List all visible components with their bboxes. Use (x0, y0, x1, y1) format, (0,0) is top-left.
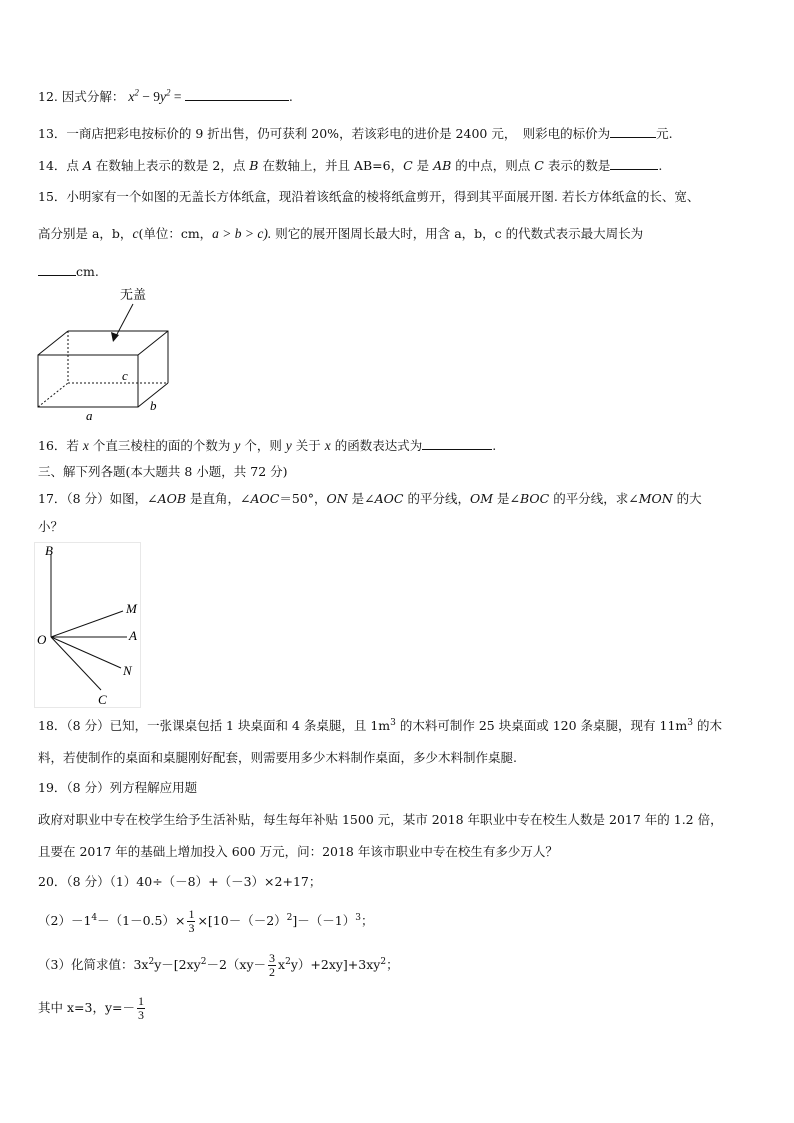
question-16: 16．若 x 个直三棱柱的面的个数为 y 个，则 y 关于 x 的函数表达式为 . (38, 438, 497, 453)
label-C: C (98, 692, 107, 707)
question-15-line-2: 高分别是 a，b，c(单位：cm，a > b > c). 则它的展开图周长最大时，用含 a，b，c 的代数式表示最大周长为 (38, 226, 644, 241)
question-19-title: 19．（8 分）列方程解应用题 (38, 780, 198, 795)
label-M: M (126, 601, 137, 616)
question-20-condition: 其中 x=3，y=－ $\frac{1}{3}$ (38, 994, 144, 1022)
question-15-line-3: cm. (38, 263, 99, 281)
q12-answer-blank (185, 88, 289, 101)
question-14: 14．点 A 在数轴上表示的数是 2，点 B 在数轴上，并且 AB=6，C 是 AB 的中点，则点 C 表示的数是 . (38, 158, 663, 173)
question-20-part-1: 20．（8 分）（1）40÷（－8）+（－3）×2+17； (38, 874, 322, 889)
question-18-line-1: 18．（8 分）已知，一张课桌包括 1 块桌面和 4 条桌腿，且 $1m^3$ 的木料可制作 25 块桌面或 120 条桌腿，现有 $11m^3$ 的木 (38, 717, 722, 733)
question-20-part-3: （3）化简求值：$3x^2y-[2xy^2-2(xy-$ $\frac{3}{2}$ $x^2y)+2xy]+3xy^2$； (38, 951, 399, 979)
fraction-one-third: $\frac{1}{3}$ (188, 907, 195, 935)
label-b: b (150, 398, 157, 413)
q12-number: 12. (38, 89, 58, 104)
section-3-heading: 三、解下列各题(本大题共 8 小题，共 72 分) (38, 464, 288, 479)
label-O: O (37, 632, 47, 647)
question-19-line-1: 政府对职业中专在校学生给予生活补贴，每生每年补贴 1500 元，某市 2018 年职业中专在校生人数是 2017 年的 1.2 倍， (38, 812, 723, 827)
label-a: a (86, 408, 93, 423)
fraction-three-halves: $\frac{3}{2}$ (269, 951, 276, 979)
angle-figure (34, 542, 142, 710)
question-20-part-2: $(2)-1^4-(1-0.5)\times$ $\frac{1}{3}$ $\times[10-(-2)^2]-(-1)^3$； (38, 907, 374, 935)
open-box-figure (30, 286, 190, 424)
label-A: A (129, 628, 137, 643)
label-B: B (45, 543, 53, 558)
q15-answer-blank (38, 263, 76, 276)
q16-answer-blank (422, 437, 492, 450)
question-15-line-1: 15．小明家有一个如图的无盖长方体纸盒，现沿着该纸盒的棱将纸盒剪开，得到其平面展开图. 若长方体纸盒的长、宽、 (38, 189, 700, 204)
q12-label: 因式分解： (61, 89, 125, 104)
question-17-line-2: 小？ (38, 519, 64, 534)
q14-answer-blank (610, 157, 658, 170)
question-19-line-2: 且要在 2017 年的基础上增加投入 600 万元，问：2018 年该市职业中专在校生有多少万人？ (38, 844, 558, 859)
q13-answer-blank (610, 125, 656, 138)
question-13 (38, 125, 673, 143)
q13-unit: 元. (656, 126, 673, 141)
question-18-line-2: 料，若使制作的桌面和桌腿刚好配套，则需要用多少木料制作桌面，多少木料制作桌腿. (38, 750, 517, 765)
lid-label: 无盖 (120, 287, 147, 302)
label-c: c (122, 368, 128, 383)
question-12: 12. 因式分解： $x^2 - 9y^2$ = . (38, 87, 293, 104)
q12-expression: $x^2 - 9y^2$ = (128, 87, 185, 104)
label-N: N (123, 663, 132, 678)
q13-text: 13．一商店把彩电按标价的 9 折出售，仍可获利 20%，若该彩电的进价是 2400 元， 则彩电的标价为 (38, 126, 611, 141)
question-17-line-1: 17．（8 分）如图，∠AOB 是直角，∠AOC＝50°，ON 是∠AOC 的平分线，OM 是∠BOC 的平分线，求∠MON 的大 (38, 491, 702, 506)
fraction-negative-one-third: $\frac{1}{3}$ (138, 994, 144, 1022)
